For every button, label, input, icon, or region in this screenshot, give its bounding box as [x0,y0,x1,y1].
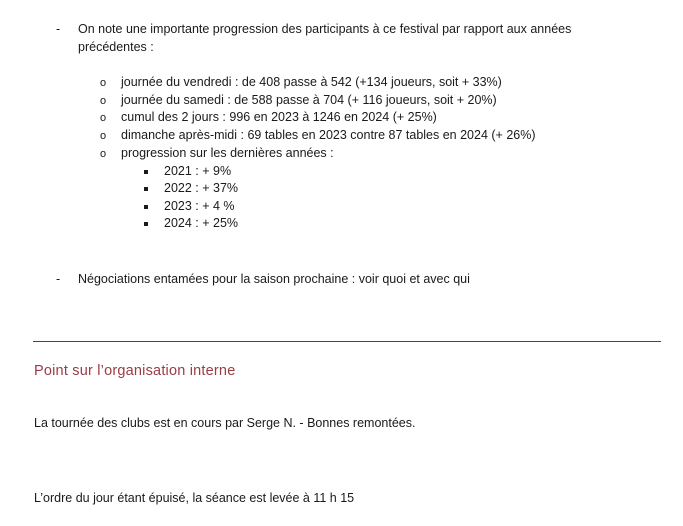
sub-item-total: cumul des 2 jours : 996 en 2023 à 1246 en 2024 (+ 25%) [121,110,437,124]
circle-bullet-marker: o [100,148,107,160]
circle-bullet-marker: o [100,77,107,89]
year-item-2024: 2024 : + 25% [164,216,239,230]
clubs-tour-paragraph: La tournée des clubs est en cours par Serge N. - Bonnes remontées. [34,416,416,430]
square-bullet-marker [144,170,148,174]
circle-bullet-marker: o [100,112,107,124]
closing-paragraph: L’ordre du jour étant épuisé, la séance est levée à 11 h 15 [34,491,355,505]
sub-item-saturday: journée du samedi : de 588 passe à 704 (+ 116 joueurs, soit + 20%) [121,93,497,107]
section-heading: Point sur l’organisation interne [34,363,236,379]
square-bullet-marker [144,205,148,209]
dash-bullet-marker: - [56,22,61,36]
sub-item-progression: progression sur les dernières années : [121,146,334,160]
sub-item-sunday: dimanche après-midi : 69 tables en 2023 contre 87 tables en 2024 (+ 26%) [121,128,536,142]
sub-item-friday: journée du vendredi : de 408 passe à 542 (+134 joueurs, soit + 33%) [121,75,502,89]
bullet-text-line1: On note une importante progression des participants à ce festival par rapport aux années [78,22,572,36]
dash-bullet-marker: - [56,272,61,286]
circle-bullet-marker: o [100,130,107,142]
section-divider [33,341,661,342]
square-bullet-marker [144,187,148,191]
year-item-2022: 2022 : + 37% [164,181,239,195]
negotiations-text: Négociations entamées pour la saison prochaine : voir quoi et avec qui [78,272,470,286]
bullet-text-line2: précédentes : [78,40,154,54]
square-bullet-marker [144,222,148,226]
circle-bullet-marker: o [100,95,107,107]
year-item-2023: 2023 : + 4 % [164,199,235,213]
year-item-2021: 2021 : + 9% [164,164,232,178]
